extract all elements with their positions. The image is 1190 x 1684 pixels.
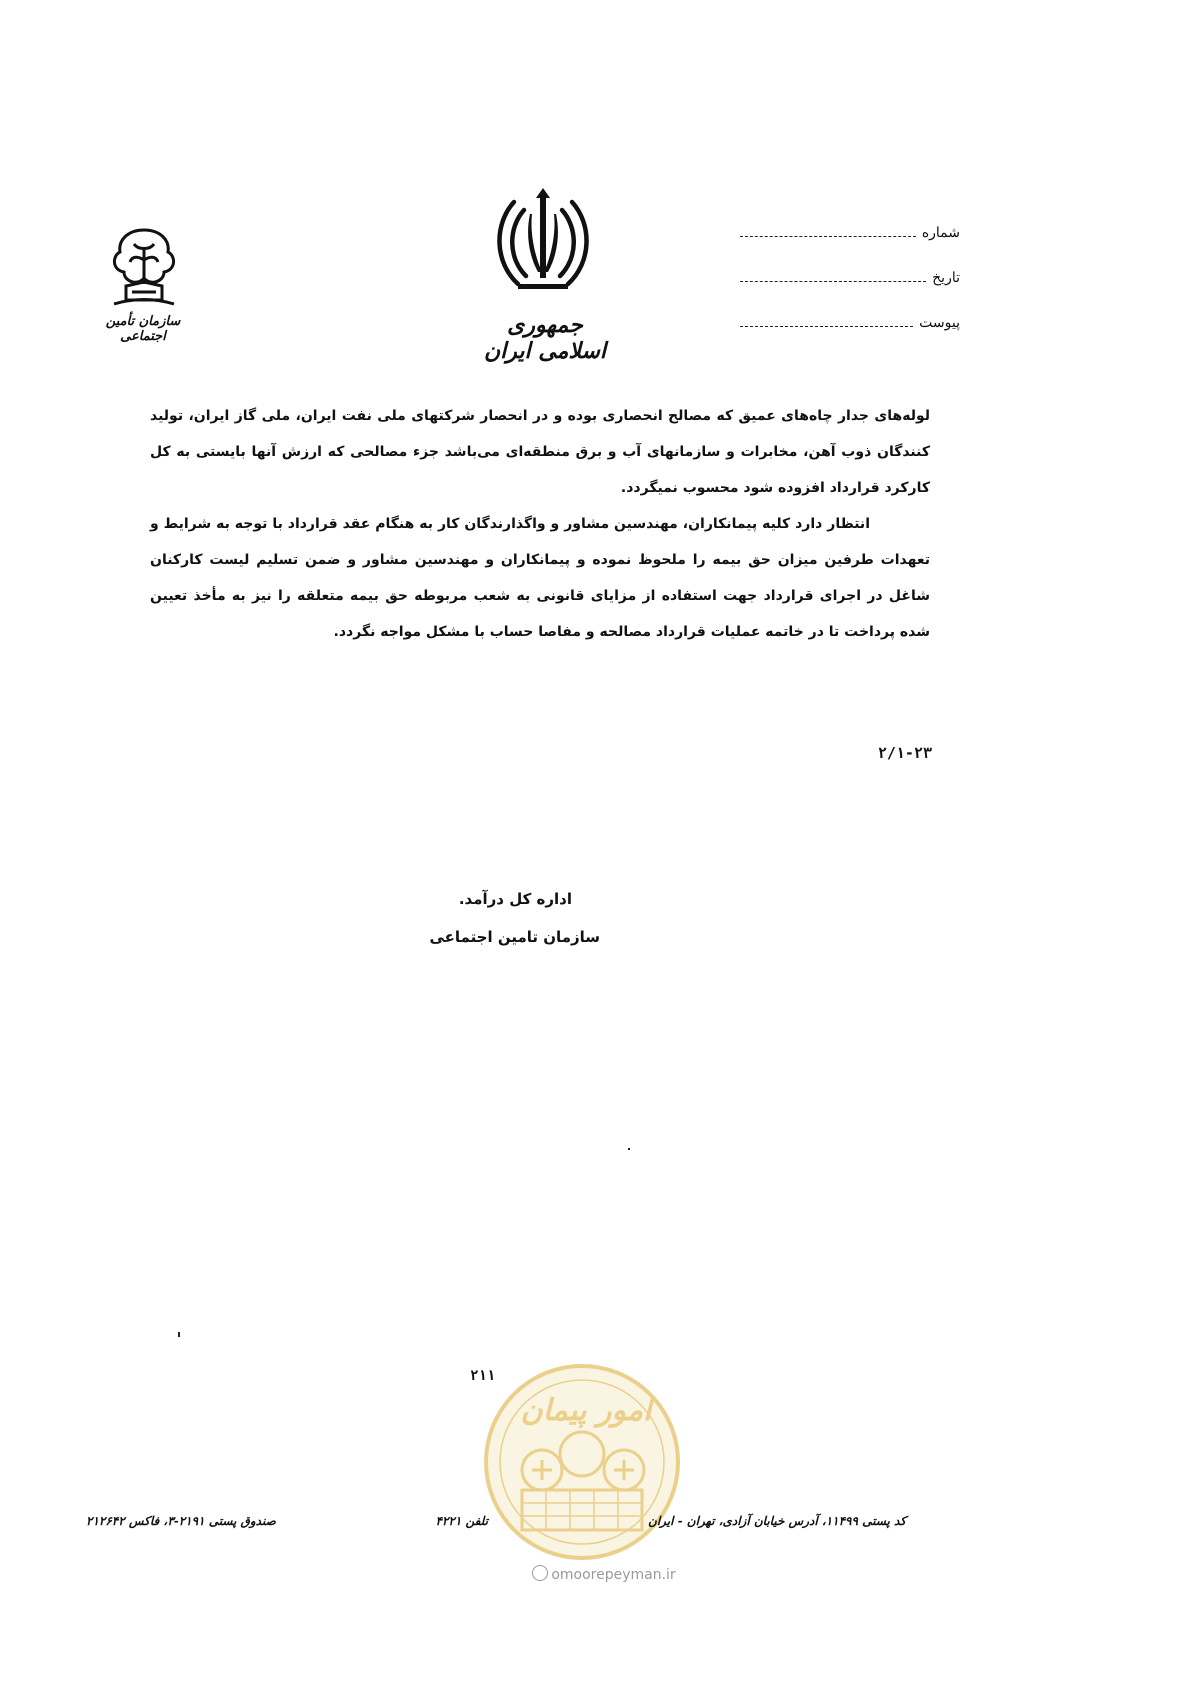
body-paragraph: لوله‌های جدار چاه‌های عمیق که مصالح انحصاری بوده و در انحصار شرکتهای ملی نفت ایران، ملی گاز ایران، تولید کنندگان ذوب آهن، مخابرات و سازمانهای آب و برق منطقه‌ای می‌باشد جزء مصالحی که ارزش آنها بایستی به کل کارکرد قرارداد افزوده شود محسوب نمیگردد. xyxy=(150,408,930,496)
at-sign-icon xyxy=(532,1565,548,1581)
signature-block xyxy=(360,880,600,956)
footer-phone: تلفن ۴۲۲۱ xyxy=(435,1514,488,1528)
scan-speck xyxy=(178,1332,180,1337)
header-fields xyxy=(740,196,960,331)
org-caption: سازمان تأمین اجتماعی xyxy=(105,314,181,344)
social-security-logo-icon xyxy=(104,224,184,310)
attachment-label: پیوست xyxy=(919,315,960,331)
letter-footer xyxy=(86,1514,906,1542)
footer-address: کد پستی ۱۱۴۹۹، آدرس خیابان آزادی، تهران - ایران xyxy=(648,1514,906,1528)
watermark-url xyxy=(484,1565,724,1583)
number-line xyxy=(740,236,916,237)
letter-body xyxy=(150,398,930,650)
date-label: تاریخ xyxy=(932,270,960,286)
footer-postbox: صندوق پستی ۲۱۹۱-۳، فاکس ۲۱۲۶۴۲ xyxy=(86,1514,276,1528)
attachment-line xyxy=(740,326,913,327)
date-line xyxy=(740,281,926,282)
scan-speck xyxy=(628,1148,630,1150)
attachment-field xyxy=(740,286,960,331)
stamp-text: امور پیمان xyxy=(520,1393,652,1428)
number-field xyxy=(740,196,960,241)
signature-organization: سازمان تامین اجتماعی xyxy=(429,928,600,946)
emblem-caption: جمهوری اسلامی ایران xyxy=(483,312,607,364)
body-paragraph: انتظار دارد کلیه پیمانکاران، مهندسین مشاور و واگذارندگان کار به هنگام عقد قرارداد با توجه به شرایط و تعهدات طرفین میزان حق بیمه را ملحوظ نموده و پیمانکاران و مهندسین مشاور و ضمن تسلیم لیست کارکنان شاغل در اجرای قرارداد جهت استفاده از مزایای قانونی به شعب مربوطه حق بیمه متعلقه را نیز به مأخذ تعیین شده پرداخت تا در خاتمه عملیات قرارداد مصالحه و مفاصا حساب با مشکل مواجه نگردد. xyxy=(150,516,930,640)
number-label: شماره xyxy=(921,225,960,241)
reference-number: ۲/۱-۲۳ xyxy=(877,744,932,762)
iran-emblem-icon xyxy=(488,184,598,296)
watermark-url-text: omoorepeyman.ir xyxy=(551,1567,676,1583)
signature-department: اداره کل درآمد. xyxy=(458,890,572,908)
date-field xyxy=(740,241,960,286)
page-number: ۲۱۱ xyxy=(470,1368,496,1384)
